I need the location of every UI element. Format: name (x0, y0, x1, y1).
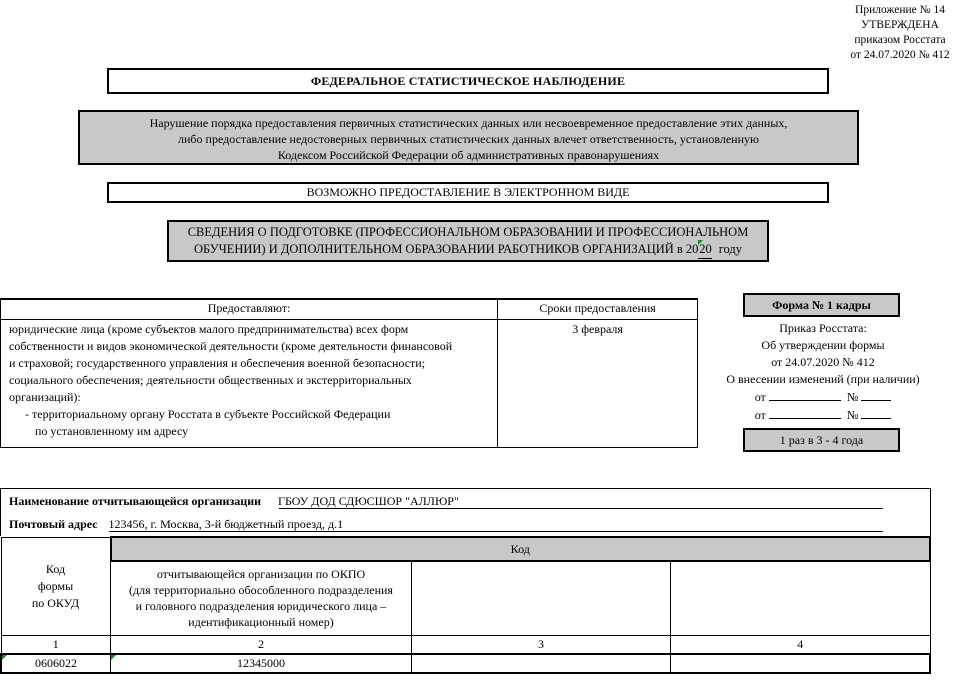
okud-code-value: 0606022 (35, 655, 77, 670)
form-number-badge: Форма № 1 кадры (743, 293, 900, 317)
approval-block (765, 3, 965, 63)
providers-line: - территориальному органу Росстата в субъекте Российской Федерации (25, 407, 391, 421)
amendment-date-field[interactable] (769, 406, 841, 419)
organization-block (0, 488, 931, 536)
org-address-row (9, 517, 343, 532)
deadline-header: Сроки предоставления (498, 299, 698, 320)
order-info (712, 320, 934, 424)
amendment-number-field[interactable] (861, 406, 891, 419)
org-name-value[interactable]: ГБОУ ДОД СДЮСШОР "АЛЛЮР" (278, 494, 459, 508)
liability-warning (78, 110, 859, 165)
amendment-row: от № (712, 388, 934, 406)
providers-header: Предоставляют: (1, 299, 498, 320)
org-address-label: Почтовый адрес (9, 517, 98, 531)
electronic-submission-banner: ВОЗМОЖНО ПРЕДОСТАВЛЕНИЕ В ЭЛЕКТРОННОМ ВИДЕ (107, 182, 829, 203)
org-address-value[interactable]: 123456, г. Москва, 3-й бюджетный проезд, д.1 (108, 517, 344, 531)
column-number: 3 (412, 635, 671, 654)
submission-period-badge: 1 раз в 3 - 4 года (743, 428, 900, 452)
report-year-value: 20 (699, 242, 712, 256)
org-name-label: Наименование отчитывающейся организации (9, 494, 262, 508)
warning-line: либо предоставление недостоверных первичных статистических данных влечет ответственность, установленную (178, 132, 759, 146)
approval-line: приказом Росстата (854, 34, 946, 46)
org-name-underline (279, 508, 883, 509)
providers-line: и страховой; государственного управления и обеспечения военной безопасности; (9, 356, 426, 370)
approval-line: УТВЕРЖДЕНА (861, 19, 939, 31)
order-line: О внесении изменений (при наличии) (726, 372, 920, 386)
okud-code-cell[interactable] (1, 654, 111, 673)
amendment-row: от № (712, 406, 934, 424)
providers-text (1, 320, 498, 448)
title-prefix: ОБУЧЕНИИ) И ДОПОЛНИТЕЛЬНОМ ОБРАЗОВАНИИ РАБОТНИКОВ ОРГАНИЗАЦИЙ в 20 (193, 242, 699, 256)
cell-marker-icon (111, 655, 116, 660)
kod-header: Код (111, 537, 931, 561)
warning-line: Кодексом Российской Федерации об административных правонарушениях (277, 148, 660, 162)
providers-line: юридические лица (кроме субъектов малого предпринимательства) всех форм (9, 322, 409, 336)
org-address-underline (109, 531, 883, 532)
code-col-3-cell[interactable] (412, 654, 671, 673)
title-line: СВЕДЕНИЯ О ПОДГОТОВКЕ (ПРОФЕССИОНАЛЬНОМ ОБРАЗОВАНИИ И ПРОФЕССИОНАЛЬНОМ (187, 225, 749, 239)
deadline-value: 3 февраля (498, 320, 698, 448)
form-title (167, 220, 769, 262)
code-col-4-header (671, 561, 931, 635)
cell-marker-icon (698, 240, 703, 245)
okud-label: Код формы по ОКУД (1, 537, 111, 635)
approval-line: от 24.07.2020 № 412 (850, 49, 950, 61)
codes-table (0, 536, 931, 674)
amendment-date-field[interactable] (769, 388, 841, 401)
providers-line: собственности и видов экономической деятельности (кроме деятельности финансовой (9, 339, 453, 353)
okpo-code-cell[interactable] (111, 654, 412, 673)
providers-table (0, 298, 698, 448)
cell-marker-icon (2, 655, 7, 660)
order-line: Об утверждении формы (761, 338, 885, 352)
providers-line: организаций): (9, 390, 81, 404)
order-line: Приказ Росстата: (779, 321, 867, 335)
title-line (169, 241, 767, 259)
order-line: от 24.07.2020 № 412 (771, 355, 875, 369)
okpo-code-value: 12345000 (237, 655, 285, 670)
okpo-label: отчитывающейся организации по ОКПО (для территориально обособленного подразделения и головного подразделения юридического лица – идентификационный номер) (111, 561, 412, 635)
federal-observation-banner: ФЕДЕРАЛЬНОЕ СТАТИСТИЧЕСКОЕ НАБЛЮДЕНИЕ (107, 68, 829, 94)
report-year-field[interactable] (698, 241, 712, 259)
providers-line: социального обеспечения; деятельности общественных и экстерриториальных (9, 373, 412, 387)
warning-line: Нарушение порядка предоставления первичных статистических данных или несвоевременное предоставление этих данных, (149, 116, 788, 130)
amendment-number-field[interactable] (861, 388, 891, 401)
code-col-4-cell[interactable] (671, 654, 931, 673)
title-suffix: году (718, 242, 743, 256)
column-number: 2 (111, 635, 412, 654)
code-col-3-header (412, 561, 671, 635)
approval-line: Приложение № 14 (855, 4, 945, 16)
providers-line: по установленному им адресу (35, 424, 189, 438)
column-number: 4 (671, 635, 931, 654)
org-name-row (9, 494, 459, 509)
column-number: 1 (1, 635, 111, 654)
